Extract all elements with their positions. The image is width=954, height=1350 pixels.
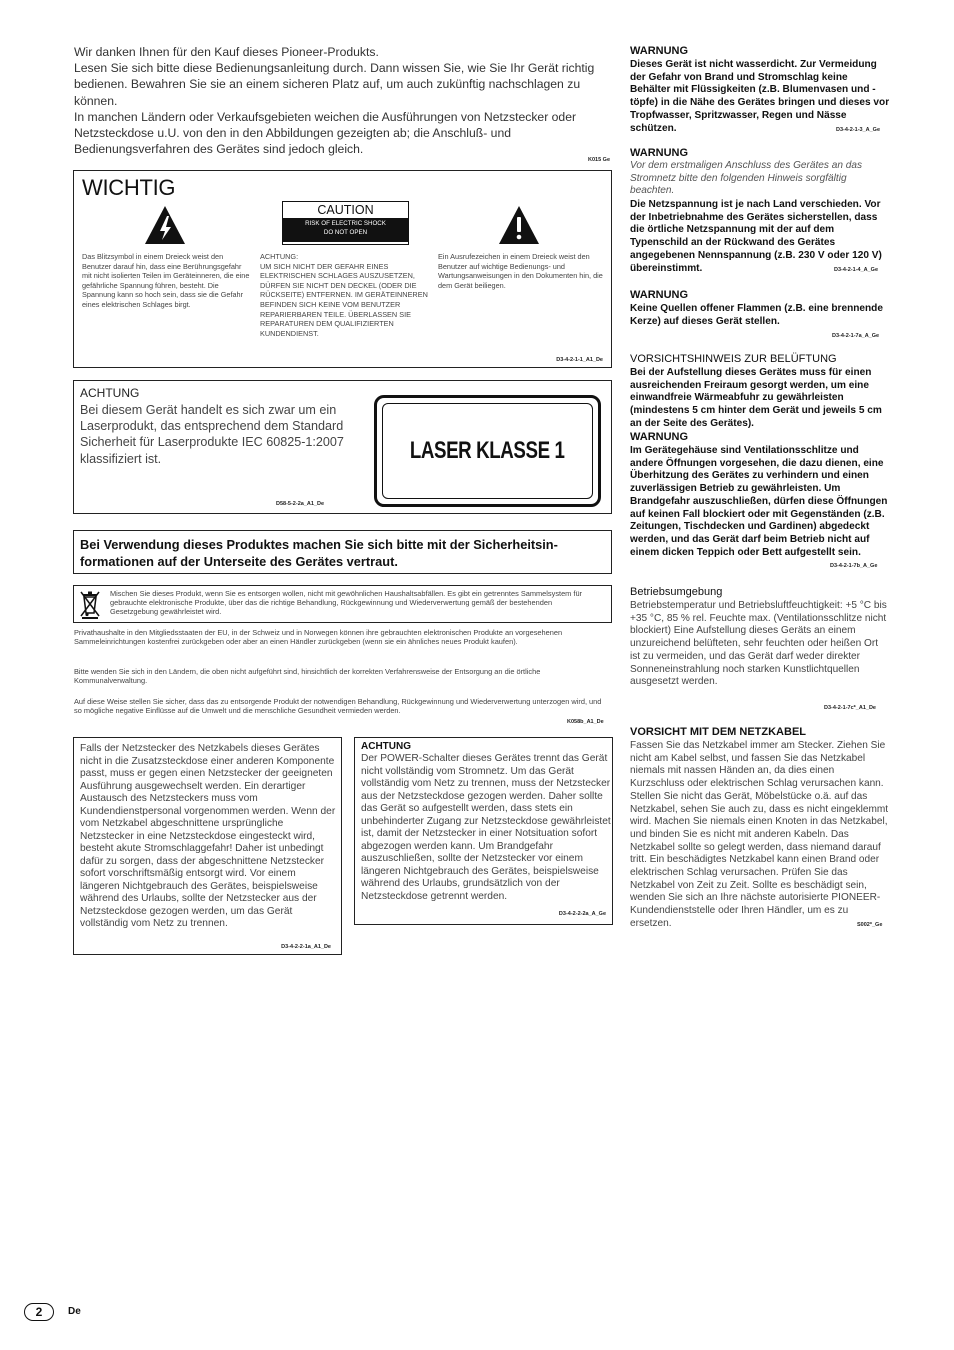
language-code: De (68, 1306, 81, 1317)
disposal-paragraph-2: Bitte wenden Sie sich in den Ländern, die oben nicht aufgeführt sind, hinsichtlich der korrekten Verfahrensweise der Entsorgung an die örtliche Kommunalverwaltung. (74, 667, 541, 686)
caution-title: CAUTION (317, 203, 374, 217)
crossed-bin-icon (79, 589, 101, 619)
intro-code: K015 Ge (588, 157, 611, 163)
warnung-1-text: Dieses Gerät ist nicht wasserdicht. Zur Vermeidung der Gefahr von Brand und Stromschlag keine Behälter mit Flüssigkeiten (z.B. Blumenvasen und -töpfe) in die Nähe des Gerätes bringen und dieses vor Tropfwasser, Spritzwasser, Regen und Nässe schützen. (630, 59, 890, 134)
laser-class-inner (382, 403, 593, 499)
warnung-4-text: Im Gerätegehäuse sind Ventilationsschlitze und andere Öffnungen vorgesehen, die dazu dienen, eine Überhitzung des Gerätes zu verhindern und einen zuverlässigen Betrieb zu gewährleisten. Um Brandgefahr auszuschließen, dürfen diese Öffnungen auf keinen Fall blockiert oder mit Gegenständen (z.B. Zeitungen, Tischdecken und Gardinen) abgedeckt werden, und das Gerät darf beim Betrieb nicht auf einem dicken Teppich oder Bett aufgestellt sein. (630, 445, 888, 558)
operating-env-code: D3-4-2-1-7c*_A1_De (824, 705, 876, 711)
caution-label (282, 201, 409, 245)
warnung-3-heading: WARNUNG (630, 289, 689, 301)
caution-sub1: RISK OF ELECTRIC SHOCK (305, 220, 386, 227)
power-plug-code: D3-4-2-2-1a_A1_De (281, 944, 331, 950)
ventilation-text: Bei der Aufstellung dieses Gerätes muss für einen ausreichenden Freiraum gesorgt werden, um eine einwandfreie Wärmeabfuhr zu gewährleisten (mindestens 5 cm hinter dem Gerät und jeweils 5 cm an der Seite des Gerätes). (630, 367, 882, 429)
operating-env-heading: Betriebsumgebung (630, 586, 723, 598)
power-plug-text: Falls der Netzstecker des Netzkabels dieses Gerätes nicht in die Zusatzsteckdose einer anderen Komponente passt, muss er gegen einen Netzstecker der geeigneten Ausführung ausgewechselt werden. Ein derartiger Austausch des Netzsteckers muss vom Kundendienstpersonal vorgenommen werden. Wenn der vom Netzkabel abgeschnittene ursprüngliche Netzstecker in eine Netzsteckdose eingesteckt wird, besteht akute Stromschlaggefahr! Daher ist unbedingt dafür zu sorgen, dass der abgeschnittene Netzstecker sofort vorschriftsmäßig entsorgt wird. Vor einem längeren Nichtgebrauch des Gerätes, beispielsweise während des Urlaubs, sollte der Netzstecker aus der Netzsteckdose gezogen werden, um das Gerät vollständig vom Netz zu trennen. (80, 743, 336, 929)
warnung-4-heading: WARNUNG (630, 431, 689, 443)
wichtig-code: D3-4-2-1-1_A1_De (556, 357, 603, 363)
intro-line-3: In manchen Ländern oder Verkaufsgebieten weichen die Ausführungen von Netzstecker oder Netzsteckdose u.U. von den in den Abbildungen gezeigten ab; die Anschluß- und Bedienungsverfahren des Gerätes sind jedoch gleich. (74, 109, 577, 157)
achtung-power-box (354, 737, 613, 925)
lightning-warning-icon (144, 205, 186, 245)
achtung-laser-text: Bei diesem Gerät handelt es sich zwar um ein Laserprodukt, das entsprechend dem Standard Sicherheit für Laserprodukte IEC 60825-1:2007 klassifiziert ist. (80, 403, 344, 466)
disposal-paragraph-1: Privathaushalte in den Mitgliedsstaaten der EU, in der Schweiz und in Norwegen können ihre gebrauchten elektronischen Produkte an vorgesehenen Sammeleinrichtungen kostenfrei zurückgeben oder aber an einen Händler zurückgeben (wenn sie ein ähnliches neues Produkt kaufen). (74, 628, 563, 647)
warnung-2-text: Die Netzspannung ist je nach Land verschieden. Vor der Inbetriebnahme des Gerätes sicherstellen, dass die örtliche Netzspannung mit der auf dem Typenschild an der Rückwand des Gerätes angegebenen Nennspannung (z.B. 230 V oder 120 V) übereinstimmt. (630, 199, 882, 274)
intro-line-2: Lesen Sie sich bitte diese Bedienungsanleitung durch. Dann wissen Sie, wie Sie Ihr Gerät richtig bedienen. Bewahren Sie sie an einem sicheren Platz auf, um auch zukünftig nachschlagen zu können. (74, 61, 595, 108)
achtung-laser-code: D58-5-2-2a_A1_De (276, 501, 324, 507)
warnung-4-code: D3-4-2-1-7b_A_Ge (830, 563, 878, 569)
wichtig-box (73, 170, 612, 368)
power-cord-text: Fassen Sie das Netzkabel immer am Stecker. Ziehen Sie nicht am Kabel selbst, und fassen Sie das Netzkabel niemals mit nassen Händen an, da dies einen Kurzschluss oder elektrischen Schlag verursachen kann. Stellen Sie nicht das Gerät, Möbelstücke o.ä. auf das Netzkabel, sehen Sie auch zu, dass es nicht eingeklemmt wird. Machen Sie niemals einen Knoten in das Netzkabel, und binden Sie es nicht mit anderen Kabeln. Das Netzkabel sollte so gelegt werden, dass niemand darauf tritt. Ein beschädigtes Netzkabel kann einen Brand oder elektrischen Schlag verursachen. Prüfen Sie das Netzkabel von Zeit zu Zeit. Sollte es beschädigt sein, wenden Sie sich an Ihre nächste autorisierte PIONEER-Kundendienststelle oder Ihren Händler, um es zu ersetzen. (630, 740, 889, 929)
warnung-3-code: D3-4-2-1-7a_A_Ge (832, 333, 880, 339)
caution-strip (283, 218, 408, 242)
warnung-1-code: D3-4-2-1-3_A_Ge (836, 127, 881, 133)
wichtig-title: WICHTIG (82, 175, 176, 200)
achtung-power-text: Der POWER-Schalter dieses Gerätes trennt das Gerät nicht vollständig vom Stromnetz. Um das Gerät vollständig vom Netz zu trennen, muss der Netzstecker aus der Netzsteckdose gezogen werden. Daher sollte das Gerät so aufgestellt werden, dass stets ein unbehinderter Zugang zur Netzsteckdose gewährleistet ist, damit der Netzstecker in einer Notsituation sofort abgezogen werden kann. Um Brandgefahr auszuschließen, sollte der Netzstecker vor einem längeren Nichtgebrauch des Gerätes, beispielsweise während des Urlaubs, grundsätzlich von der Netzsteckdose getrennt werden. (361, 753, 611, 902)
page-number: 2 (24, 1303, 54, 1321)
caution-text: UM SICH NICHT DER GEFAHR EINES ELEKTRISCHEN SCHLAGES AUSZUSETZEN, DÜRFEN SIE NICHT DEN DECKEL (ODER DIE RÜCKSEITE) ENTFERNEN. IM GERÄTEINNEREN BEFINDEN SICH KEINE VOM BENUTZER REPARIERBAREN TEILE. ÜBERLASSEN SIE REPARATUREN DEM QUALIFIZIERTEN KUNDENDIENST. (260, 261, 428, 338)
safety-info-notice: Bei Verwendung dieses Produktes machen Sie sich bitte mit der Sicherheitsin-formationen auf der Unterseite des Gerätes vertraut. (73, 530, 612, 574)
exclamation-explanation: Ein Ausrufezeichen in einem Dreieck weist den Benutzer auf wichtige Bedienungs- und Wartungsanweisungen in den Dokumenten hin, die dem Gerät beiliegen. (438, 252, 603, 290)
achtung-power-heading: ACHTUNG (361, 741, 411, 752)
intro-text (74, 44, 604, 157)
caution-explanation (260, 252, 430, 338)
warnung-2-heading: WARNUNG (630, 147, 689, 159)
ventilation-heading: VORSICHTSHINWEIS ZUR BELÜFTUNG (630, 353, 837, 365)
disposal-code: K058b_A1_De (567, 719, 604, 725)
achtung-laser-heading: ACHTUNG (80, 386, 140, 400)
laser-class-text: LASER KLASSE 1 (410, 437, 565, 464)
operating-env-text: Betriebstemperatur und Betriebsluftfeuchtigkeit: +5 °C bis +35 °C, 85 % rel. Feuchte max. (Ventilationsschlitze nicht blockiert) Eine Aufstellung dieses Geräts an einem unzureichend belüfteten, sehr feuchten oder heißen Ort ist zu vermeiden, und das Gerät darf weder direkter Sonneneinstrahlung noch starken Kunstlichtquellen ausgesetzt werden. (630, 600, 887, 688)
caution-sub2: DO NOT OPEN (323, 229, 368, 236)
intro-line-1: Wir danken Ihnen für den Kauf dieses Pioneer-Produkts. (74, 45, 379, 59)
exclamation-warning-icon (498, 205, 540, 245)
achtung-laser-box (73, 380, 612, 514)
warnung-2-code: D3-4-2-1-4_A_Ge (834, 267, 879, 273)
warnung-1-heading: WARNUNG (630, 45, 689, 57)
warnung-2-italic: Vor dem erstmaligen Anschluss des Gerätes an das Stromnetz bitte den folgenden Hinweis sorgfältig beachten. (630, 160, 863, 197)
laser-class-label (374, 395, 601, 507)
power-cord-heading: VORSICHT MIT DEM NETZKABEL (630, 726, 806, 738)
disposal-box (73, 585, 612, 623)
power-plug-box (73, 737, 342, 955)
caution-heading: ACHTUNG: (260, 252, 299, 261)
warnung-3-text: Keine Quellen offener Flammen (z.B. eine brennende Kerze) auf dieses Gerät stellen. (630, 303, 883, 327)
disposal-box-text: Mischen Sie dieses Produkt, wenn Sie es entsorgen wollen, nicht mit gewöhnlichen Haushaltsabfällen. Es gibt ein getrenntes Sammelsystem für gebrauchte elektronische Produkte, über das die richtige Behandlung, Rückgewinnung und Wiederverwertung gemäß der bestehenden Gesetzgebung gewährleistet wird. (110, 589, 583, 617)
power-cord-code: S002*_Ge (857, 922, 883, 928)
disposal-paragraph-3: Auf diese Weise stellen Sie sicher, dass das zu entsorgende Produkt der notwendigen Behandlung, Rückgewinnung und Wiederverwertung unterzogen wird, und so mögliche negative Einflüsse auf die Umwelt und die menschliche Gesundheit vermieden werden. (74, 697, 602, 716)
lightning-explanation: Das Blitzsymbol in einem Dreieck weist den Benutzer darauf hin, dass eine Berührungsgefahr mit nicht isolierten Teilen im Geräteinneren, die eine gefährliche Spannung führen, besteht. Die Spannung kann so hoch sein, dass sie die Gefahr eines elektrischen Schlages birgt. (82, 252, 250, 309)
achtung-power-code: D3-4-2-2-2a_A_Ge (558, 911, 606, 917)
